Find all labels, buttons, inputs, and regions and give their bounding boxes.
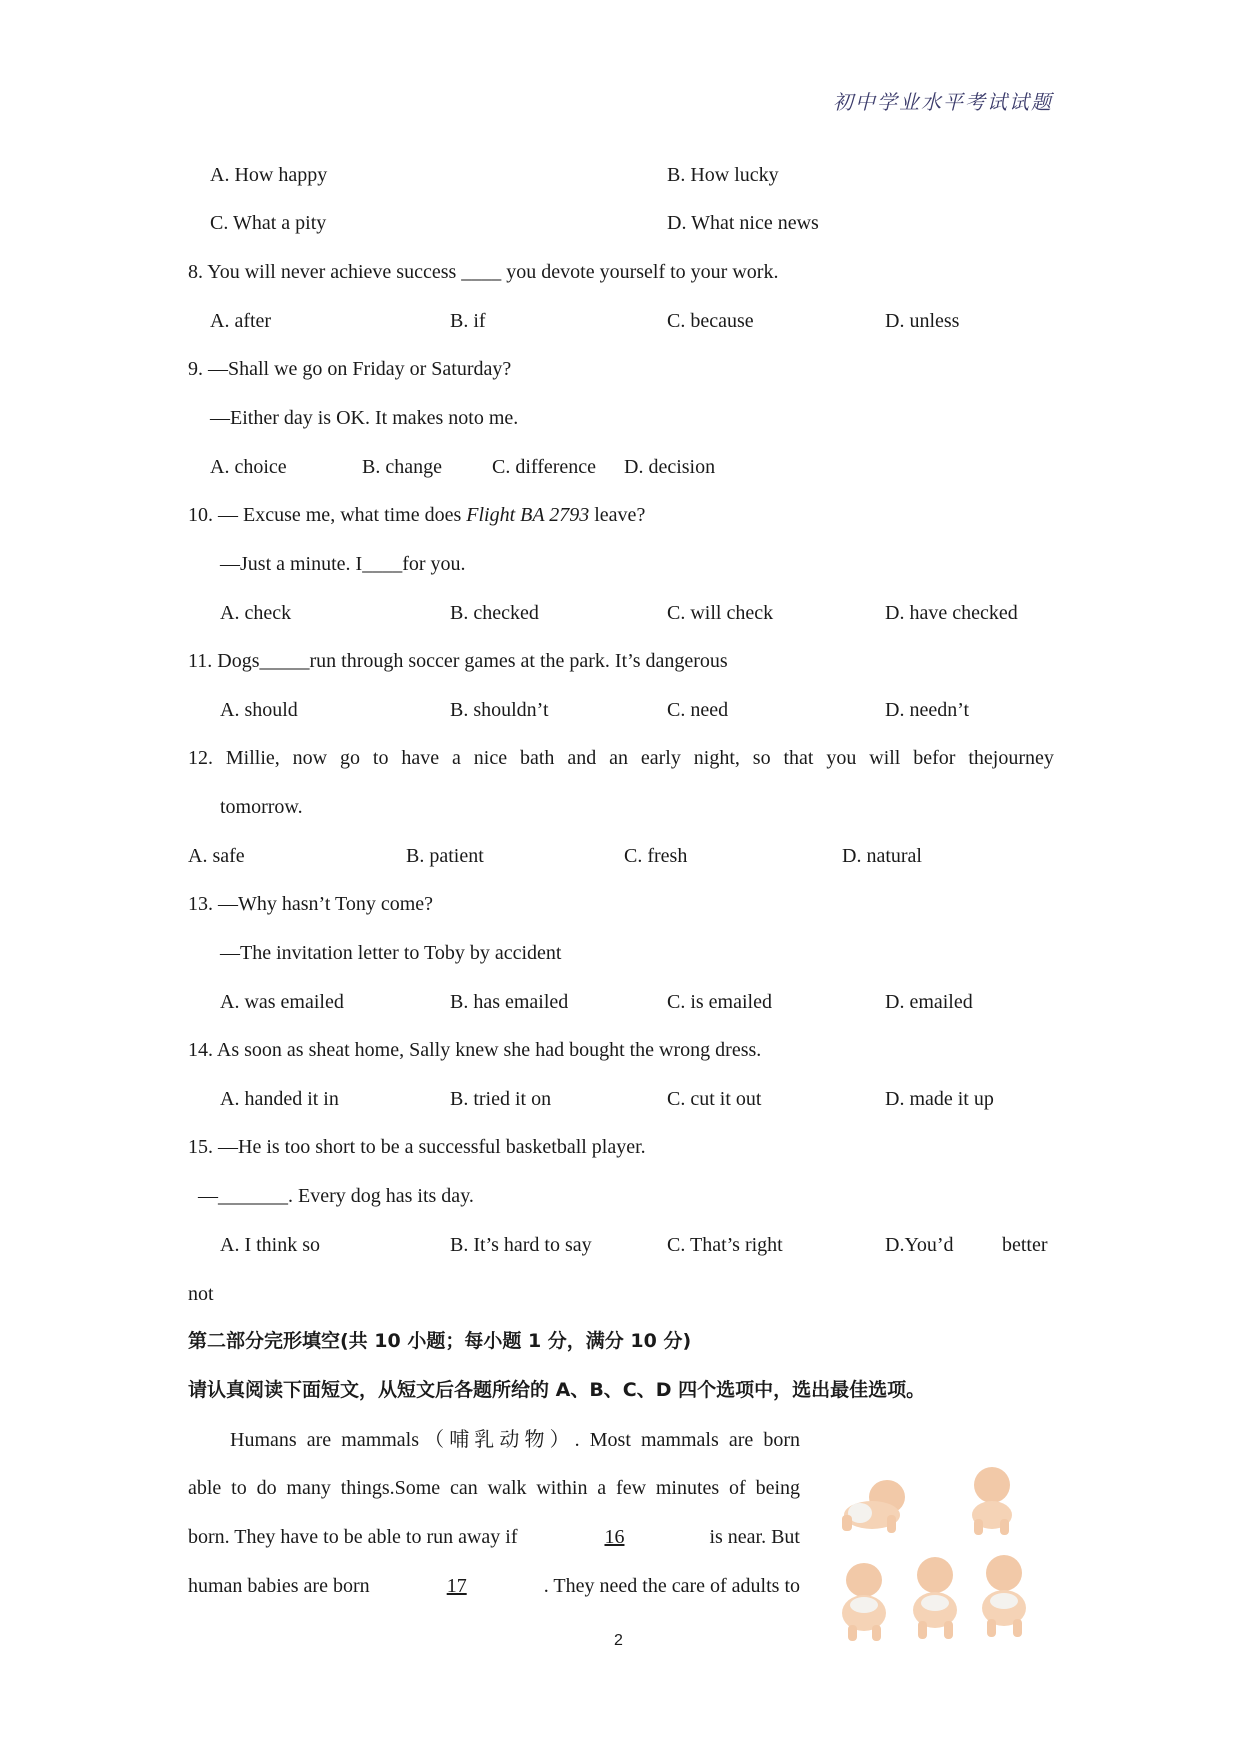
page-number: 2 bbox=[614, 1632, 623, 1649]
q10-stem-post: leave? bbox=[589, 504, 646, 526]
q10-option-d: D. have checked bbox=[885, 602, 1018, 624]
q9-option-b: B. change bbox=[362, 456, 442, 478]
page-header: 初中学业水平考试试题 bbox=[833, 90, 1053, 114]
q14-option-b: B. tried it on bbox=[450, 1088, 552, 1110]
q14-stem: 14. As soon as sheat home, Sally knew she had bought the wrong dress. bbox=[188, 1039, 762, 1061]
q14-option-a: A. handed it in bbox=[220, 1088, 339, 1110]
q12-stem-continued: tomorrow. bbox=[220, 796, 303, 818]
q9-option-c: C. difference bbox=[492, 456, 597, 478]
baby-figure bbox=[842, 1563, 886, 1641]
section2-title: 第二部分完形填空(共 10 小题；每小题 1 分，满分 10 分) bbox=[188, 1330, 692, 1352]
q12-option-b: B. patient bbox=[406, 845, 484, 867]
q15-stem: 15. —He is too short to be a successful basketball player. bbox=[188, 1136, 646, 1158]
q7-option-b: B. How lucky bbox=[667, 164, 779, 186]
q8-option-a: A. after bbox=[210, 310, 272, 332]
q10-option-a: A. check bbox=[220, 602, 292, 624]
q8-option-b: B. if bbox=[450, 310, 486, 332]
q10-option-c: C. will check bbox=[667, 602, 774, 624]
q12-word: bath bbox=[520, 747, 555, 769]
section2-instruction: 请认真阅读下面短文，从短文后各题所给的 A、B、C、D 四个选项中，选出最佳选项。 bbox=[188, 1379, 926, 1401]
q12-word: and bbox=[567, 747, 597, 769]
q10-flight: Flight BA 2793 bbox=[466, 504, 590, 526]
q12-word: night, bbox=[693, 747, 740, 769]
q15-option-c: C. That’s right bbox=[667, 1234, 783, 1256]
q12-word: nice bbox=[473, 747, 508, 769]
q10-reply: —Just a minute. I____for you. bbox=[220, 553, 466, 575]
q13-reply: —The invitation letter to Toby by accident bbox=[220, 942, 562, 964]
q15-option-d: D.You’d bbox=[885, 1234, 954, 1256]
baby-figure bbox=[842, 1480, 905, 1533]
q12-word: now bbox=[292, 747, 328, 769]
q9-stem: 9. —Shall we go on Friday or Saturday? bbox=[188, 358, 512, 380]
q9-reply: —Either day is OK. It makes noto me. bbox=[210, 407, 519, 429]
passage-line-1: Humans are mammals（哺乳动物）. Most mammals are born bbox=[230, 1429, 800, 1451]
passage-line-2: able to do many things.Some can walk within a few minutes of being bbox=[188, 1477, 800, 1499]
q12-word: go bbox=[340, 747, 361, 769]
q12-word: will bbox=[869, 747, 901, 769]
passage-line-3-pre: born. They have to be able to run away if bbox=[188, 1526, 518, 1548]
q12-word: an bbox=[609, 747, 628, 769]
q15-option-d-wrap: not bbox=[188, 1283, 214, 1305]
q12-word: you bbox=[826, 747, 857, 769]
q11-stem: 11. Dogs_____run through soccer games at the park. It’s dangerous bbox=[188, 650, 728, 672]
q8-stem: 8. You will never achieve success ____ you devote yourself to your work. bbox=[188, 261, 779, 283]
passage-line-4-pre: human babies are born bbox=[188, 1575, 370, 1597]
q12-word: that bbox=[783, 747, 814, 769]
baby-figure bbox=[982, 1555, 1026, 1637]
q13-option-c: C. is emailed bbox=[667, 991, 772, 1013]
q10-stem-pre: 10. — Excuse me, what time does bbox=[188, 504, 467, 526]
q11-option-c: C. need bbox=[667, 699, 729, 721]
q12-word: have bbox=[401, 747, 440, 769]
q14-option-d: D. made it up bbox=[885, 1088, 994, 1110]
q15-option-d-cont: better bbox=[1002, 1234, 1048, 1256]
q11-option-d: D. needn’t bbox=[885, 699, 970, 721]
q13-option-a: A. was emailed bbox=[220, 991, 344, 1013]
q9-option-a: A. choice bbox=[210, 456, 287, 478]
q12-word: early bbox=[640, 747, 681, 769]
passage-line-3-post: is near. But bbox=[709, 1526, 800, 1548]
q12-word: thejourney bbox=[968, 747, 1054, 769]
crawling-babies-image bbox=[832, 1455, 1040, 1655]
q13-option-b: B. has emailed bbox=[450, 991, 569, 1013]
q13-option-d: D. emailed bbox=[885, 991, 973, 1013]
q12-stem bbox=[188, 748, 1054, 768]
q10-stem bbox=[188, 505, 645, 525]
blank-16: 16 bbox=[604, 1526, 625, 1548]
q12-word: a bbox=[452, 747, 461, 769]
q12-word: Millie, bbox=[225, 747, 280, 769]
q11-option-b: B. shouldn’t bbox=[450, 699, 549, 721]
baby-figure bbox=[913, 1557, 957, 1639]
q12-option-a: A. safe bbox=[188, 845, 245, 867]
q12-word: befor bbox=[913, 747, 956, 769]
q14-option-c: C. cut it out bbox=[667, 1088, 762, 1110]
q8-option-c: C. because bbox=[667, 310, 754, 332]
q12-word: so bbox=[752, 747, 771, 769]
passage-line-3 bbox=[188, 1527, 800, 1547]
q10-option-b: B. checked bbox=[450, 602, 539, 624]
blank-17: 17 bbox=[446, 1575, 467, 1597]
q15-reply: —_______. Every dog has its day. bbox=[198, 1185, 474, 1207]
q12-option-d: D. natural bbox=[842, 845, 922, 867]
q12-word: to bbox=[372, 747, 389, 769]
q9-option-d: D. decision bbox=[624, 456, 716, 478]
q15-option-a: A. I think so bbox=[220, 1234, 320, 1256]
q7-option-c: C. What a pity bbox=[210, 212, 327, 234]
q12-option-c: C. fresh bbox=[624, 845, 688, 867]
q15-option-b: B. It’s hard to say bbox=[450, 1234, 592, 1256]
q11-option-a: A. should bbox=[220, 699, 298, 721]
passage-line-4-post: . They need the care of adults to bbox=[543, 1575, 800, 1597]
baby-figure bbox=[972, 1467, 1012, 1535]
q7-option-d: D. What nice news bbox=[667, 212, 819, 234]
q13-stem: 13. —Why hasn’t Tony come? bbox=[188, 893, 434, 915]
q8-option-d: D. unless bbox=[885, 310, 960, 332]
q7-option-a: A. How happy bbox=[210, 164, 328, 186]
q12-word: 12. bbox=[188, 747, 213, 769]
passage-line-4 bbox=[188, 1576, 800, 1596]
